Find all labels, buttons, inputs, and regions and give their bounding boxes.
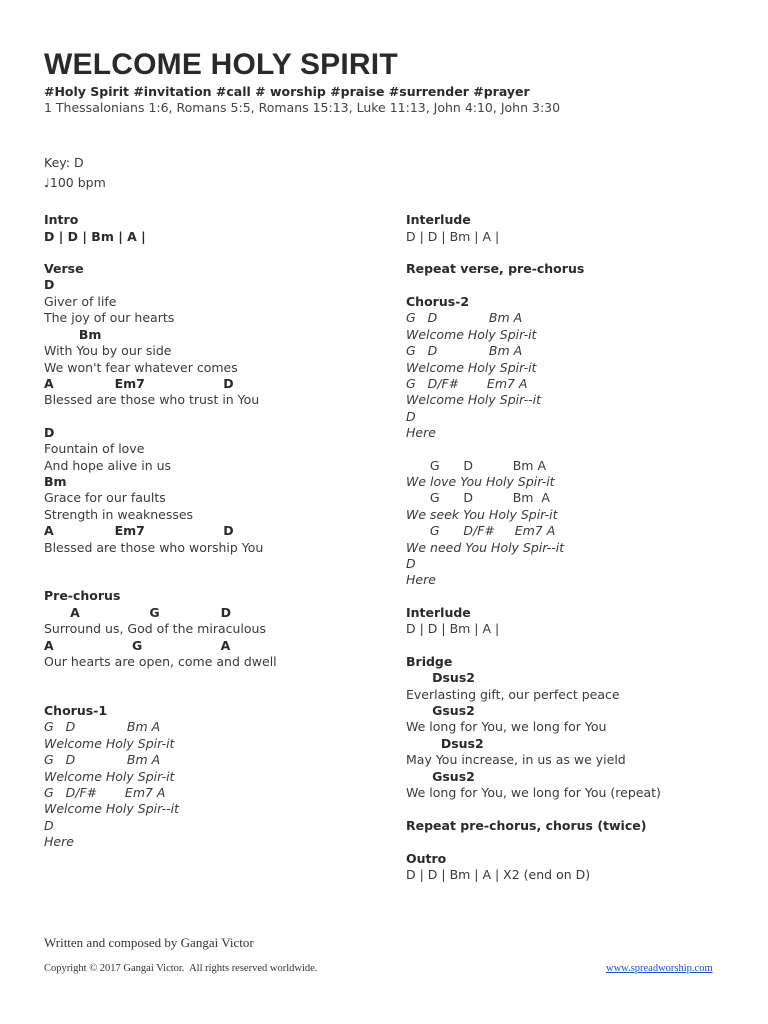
repeat-instruction: Repeat verse, pre-chorus <box>406 261 585 276</box>
copyright-notice: Copyright © 2017 Gangai Victor. All rights reserved worldwide. <box>44 963 318 974</box>
chord-line: Gsus2 <box>406 703 475 718</box>
chord-line: A G A <box>44 638 231 653</box>
scripture-references: 1 Thessalonians 1:6, Romans 5:5, Romans 15:13, Luke 11:13, John 4:10, John 3:30 <box>44 100 561 115</box>
chord-line: G D Bm A <box>44 752 161 767</box>
chord-line: G D/F# Em7 A <box>406 523 556 538</box>
chord-line: D <box>44 425 55 440</box>
lyric-line: We love You Holy Spir-it <box>406 474 555 489</box>
chord-line: G D Bm A <box>406 310 523 325</box>
lyric-line: Welcome Holy Spir-it <box>44 736 175 751</box>
lyric-line: Fountain of love <box>44 441 145 456</box>
lyric-line: Here <box>406 572 436 587</box>
section-verse-label: Verse <box>44 261 84 276</box>
lyric-line: Here <box>44 834 74 849</box>
lyric-line: Everlasting gift, our perfect peace <box>406 687 620 702</box>
section-bridge-label: Bridge <box>406 654 453 669</box>
chord-line: G D Bm A <box>406 490 550 505</box>
intro-chords: D | D | Bm | A | <box>44 229 146 244</box>
chord-line: Bm <box>44 327 102 342</box>
song-tags: #Holy Spirit #invitation #call # worship #praise #surrender #prayer <box>44 84 530 99</box>
lyric-line: And hope alive in us <box>44 458 172 473</box>
lyric-line: With You by our side <box>44 343 172 358</box>
chord-line: G D Bm A <box>44 719 161 734</box>
repeat-instruction: Repeat pre-chorus, chorus (twice) <box>406 818 647 833</box>
chord-line: Dsus2 <box>406 670 475 685</box>
lyric-line: We long for You, we long for You <box>406 719 607 734</box>
chord-line: D <box>44 277 55 292</box>
chord-line: D <box>44 818 54 833</box>
lyric-line: The joy of our hearts <box>44 310 175 325</box>
lyric-line: Welcome Holy Spir-it <box>406 360 537 375</box>
song-title: WELCOME HOLY SPIRIT <box>44 48 398 81</box>
lyric-line: Welcome Holy Spir-it <box>44 769 175 784</box>
lyric-line: Blessed are those who worship You <box>44 540 264 555</box>
section-prechorus-label: Pre-chorus <box>44 588 121 603</box>
lyric-line: Welcome Holy Spir--it <box>406 392 541 407</box>
lyric-line: We won't fear whatever comes <box>44 360 238 375</box>
section-outro-label: Outro <box>406 851 447 866</box>
chord-line: D <box>406 556 416 571</box>
chord-line: G D Bm A <box>406 343 523 358</box>
lyric-line: Our hearts are open, come and dwell <box>44 654 277 669</box>
lyric-line: Welcome Holy Spir--it <box>44 801 179 816</box>
chord-line: Bm <box>44 474 67 489</box>
section-intro-label: Intro <box>44 212 79 227</box>
song-tempo: ♩100 bpm <box>44 175 106 190</box>
section-interlude-label: Interlude <box>406 212 471 227</box>
lyric-line: Grace for our faults <box>44 490 166 505</box>
lyric-line: Welcome Holy Spir-it <box>406 327 537 342</box>
outro-chords: D | D | Bm | A | X2 (end on D) <box>406 867 591 882</box>
lyric-line: Strength in weaknesses <box>44 507 194 522</box>
chord-line: Dsus2 <box>406 736 484 751</box>
chord-line: A G D <box>44 605 231 620</box>
lyric-line: We long for You, we long for You (repeat) <box>406 785 661 800</box>
chord-line: A Em7 D <box>44 523 234 538</box>
lyric-line: May You increase, in us as we yield <box>406 752 626 767</box>
lyric-line: Giver of life <box>44 294 117 309</box>
section-interlude2-label: Interlude <box>406 605 471 620</box>
website-link[interactable]: www.spreadworship.com <box>606 963 713 974</box>
section-chorus2-label: Chorus-2 <box>406 294 470 309</box>
chord-line: A Em7 D <box>44 376 234 391</box>
song-key: Key: D <box>44 155 84 170</box>
author-credit: Written and composed by Gangai Victor <box>44 935 254 950</box>
chord-line: G D/F# Em7 A <box>44 785 166 800</box>
chord-line: D <box>406 409 416 424</box>
lyric-line: We seek You Holy Spir-it <box>406 507 558 522</box>
section-chorus1-label: Chorus-1 <box>44 703 108 718</box>
chord-line: Gsus2 <box>406 769 475 784</box>
interlude2-chords: D | D | Bm | A | <box>406 621 500 636</box>
lyric-line: Here <box>406 425 436 440</box>
interlude-chords: D | D | Bm | A | <box>406 229 500 244</box>
lyric-line: Surround us, God of the miraculous <box>44 621 266 636</box>
lyric-line: Blessed are those who trust in You <box>44 392 260 407</box>
lyric-line: We need You Holy Spir--it <box>406 540 565 555</box>
chord-line: G D Bm A <box>406 458 547 473</box>
chord-line: G D/F# Em7 A <box>406 376 528 391</box>
